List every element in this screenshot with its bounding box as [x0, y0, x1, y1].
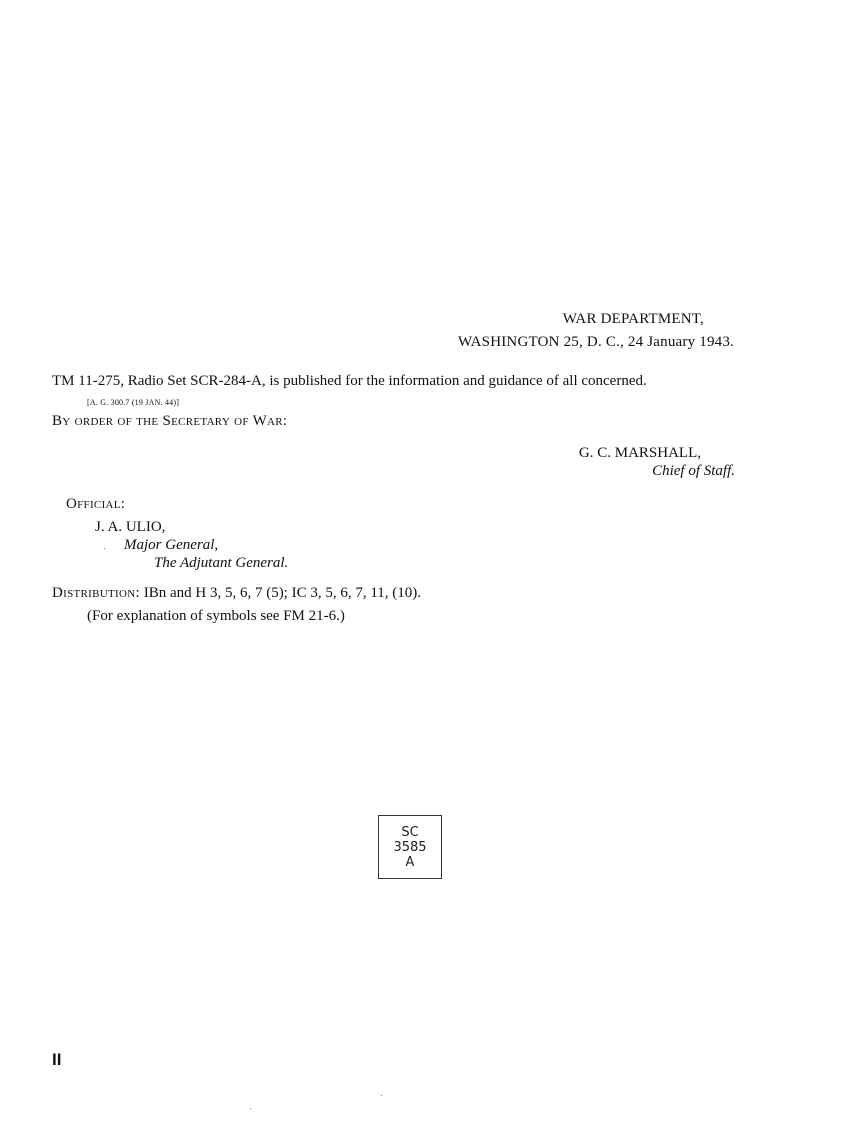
- stamp-line-1: SC: [401, 825, 419, 840]
- official-title: The Adjutant General.: [154, 555, 289, 571]
- official-rank: Major General,: [124, 537, 219, 553]
- distribution-text: [52, 585, 421, 601]
- stamp-line-3: A: [405, 855, 415, 870]
- official-name: J. A. ULIO,: [95, 519, 166, 535]
- file-reference: [A. G. 300.7 (19 JAN. 44)]: [87, 398, 180, 407]
- distribution-note: (For explanation of symbols see FM 21-6.): [87, 608, 345, 624]
- distribution-line: [52, 585, 421, 602]
- library-stamp: [378, 815, 442, 879]
- distribution-codes: IBn and H 3, 5, 6, 7 (5); IC 3, 5, 6, 7, 11, (10).: [139, 585, 422, 601]
- location-date: WASHINGTON 25, D. C., 24 January 1943.: [457, 334, 734, 350]
- official-label: Official:: [66, 496, 126, 512]
- scan-speck: [250, 1108, 251, 1109]
- page-number: II: [52, 1050, 62, 1069]
- department-heading: WAR DEPARTMENT,: [562, 311, 704, 327]
- by-order-line: By order of the Secretary of War:: [52, 413, 288, 429]
- signatory-title: Chief of Staff.: [652, 463, 735, 479]
- stamp-line-2: 3585: [393, 840, 427, 855]
- scan-speck: [104, 548, 105, 549]
- intro-paragraph: TM 11-275, Radio Set SCR-284-A, is published for the information and guidance of all concerned.: [52, 373, 647, 389]
- scan-speck: [381, 1095, 382, 1096]
- signatory-name: G. C. MARSHALL,: [578, 445, 701, 461]
- distribution-label: Distribution:: [52, 585, 140, 601]
